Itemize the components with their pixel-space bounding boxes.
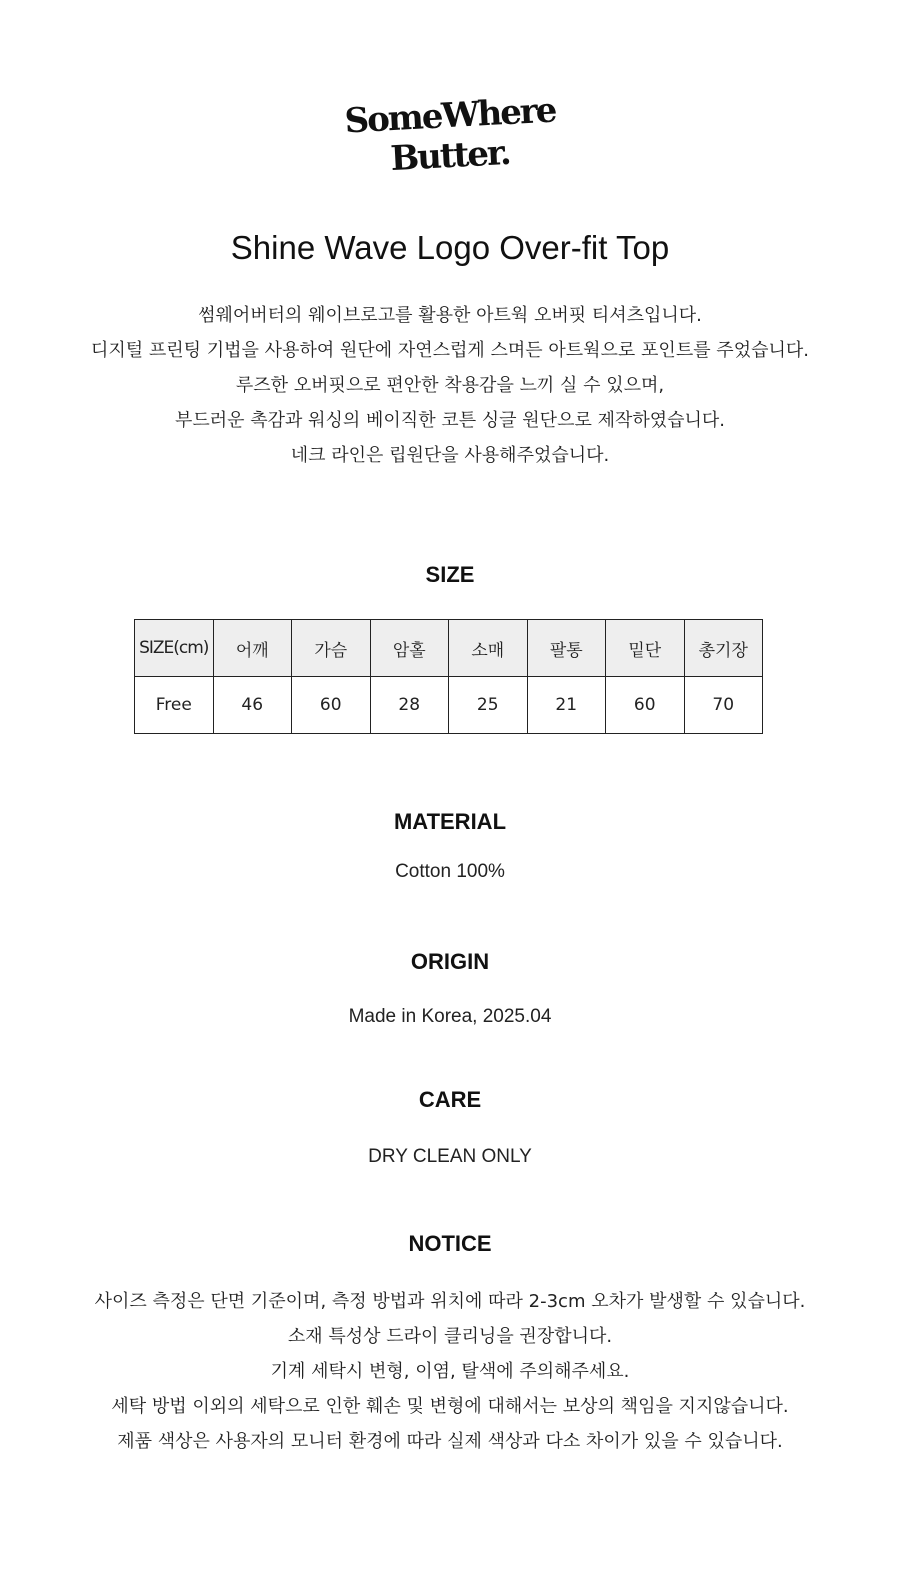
material-heading: MATERIAL	[393, 809, 507, 834]
brand-logo	[0, 90, 900, 192]
notice-line: 제품 색상은 사용자의 모니터 환경에 따라 실제 색상과 다소 차이가 있을 수 있습니다.	[117, 1431, 783, 1452]
size-cell: 46	[213, 677, 292, 734]
description-line: 디지털 프린팅 기법을 사용하여 원단에 자연스럽게 스며든 아트웍으로 포인트를 주었습니다.	[91, 340, 809, 361]
notice-line: 세탁 방법 이외의 세탁으로 인한 훼손 및 변형에 대해서는 보상의 책임을 지지않습니다.	[111, 1396, 789, 1417]
size-cell: 28	[370, 677, 449, 734]
description-line: 썸웨어버터의 웨이브로고를 활용한 아트웍 오버핏 티셔츠입니다.	[198, 305, 702, 326]
description-line: 네크 라인은 립원단을 사용해주었습니다.	[290, 445, 610, 466]
size-cell: 60	[606, 677, 685, 734]
care-value: DRY CLEAN ONLY	[368, 1146, 532, 1167]
origin-heading: ORIGIN	[410, 949, 490, 974]
notice-heading: NOTICE	[408, 1231, 492, 1256]
size-cell: 60	[292, 677, 371, 734]
description-line: 부드러운 촉감과 워싱의 베이직한 코튼 싱글 원단으로 제작하였습니다.	[174, 410, 726, 431]
description-line: 루즈한 오버핏으로 편안한 착용감을 느끼 실 수 있으며,	[235, 375, 665, 396]
care-heading: CARE	[418, 1087, 482, 1112]
notice-line: 사이즈 측정은 단면 기준이며, 측정 방법과 위치에 따라 2-3cm 오차가 발생할 수 있습니다.	[94, 1291, 806, 1312]
product-title: Shine Wave Logo Over-fit Top	[230, 229, 670, 266]
size-cell: 70	[684, 677, 763, 734]
size-header-cell: SIZE(cm)	[135, 620, 214, 677]
size-cell: 21	[527, 677, 606, 734]
size-header-cell: 밑단	[606, 620, 685, 677]
size-table-header-row	[135, 620, 763, 677]
size-table-row	[135, 677, 763, 734]
size-cell: 25	[449, 677, 528, 734]
size-heading: SIZE	[425, 562, 475, 587]
size-header-cell: 가슴	[292, 620, 371, 677]
origin-value: Made in Korea, 2025.04	[348, 1006, 552, 1027]
brand-logo-line2: Butter.	[389, 132, 511, 180]
notice-list	[0, 1284, 900, 1459]
size-header-cell: 암홀	[370, 620, 449, 677]
size-header-cell: 소매	[449, 620, 528, 677]
size-header-cell: 어깨	[213, 620, 292, 677]
notice-line: 기계 세탁시 변형, 이염, 탈색에 주의해주세요.	[270, 1361, 630, 1382]
material-value: Cotton 100%	[395, 861, 505, 882]
product-description	[0, 298, 900, 473]
size-header-cell: 총기장	[684, 620, 763, 677]
size-cell: Free	[135, 677, 214, 734]
brand-logo-line1: SomeWhere	[343, 90, 557, 142]
size-header-cell: 팔통	[527, 620, 606, 677]
size-table	[134, 619, 763, 734]
notice-line: 소재 특성상 드라이 클리닝을 권장합니다.	[287, 1326, 613, 1347]
